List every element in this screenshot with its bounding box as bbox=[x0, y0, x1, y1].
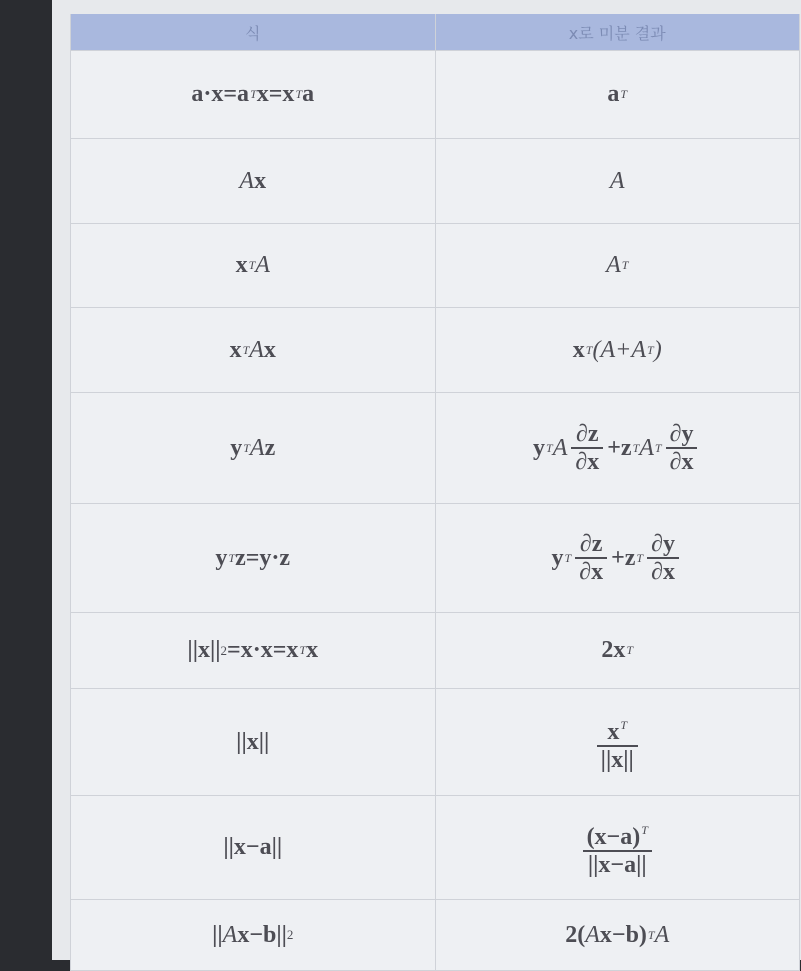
expression-cell: y T A z bbox=[230, 434, 276, 461]
table-row bbox=[71, 504, 799, 613]
result-cell: A bbox=[435, 139, 800, 223]
table-row bbox=[71, 689, 799, 796]
partial-fraction: $\frac{\partial y}{\partial x}$ bbox=[647, 531, 679, 585]
result-cell bbox=[435, 796, 800, 899]
table-row bbox=[71, 796, 799, 900]
expression-cell: A x bbox=[239, 167, 267, 194]
norm-fraction: $\frac{x^T}{||x||}$ bbox=[597, 712, 638, 773]
table-row bbox=[71, 139, 799, 224]
result-cell: A T bbox=[435, 224, 800, 307]
expression-cell: || A x−b|| 2 bbox=[212, 921, 294, 948]
result-cell: 2x T bbox=[435, 613, 800, 688]
expression-cell: y T z=y·z bbox=[215, 544, 291, 571]
result-cell bbox=[435, 689, 800, 795]
expression-cell: ||x|| 2 =x·x=x T x bbox=[187, 637, 319, 663]
derivative-table bbox=[70, 14, 800, 971]
table-row bbox=[71, 224, 799, 308]
expression-cell: x T A bbox=[235, 252, 270, 278]
norm-fraction: $\frac{(x-a)^T}{||x-a||}$ bbox=[583, 817, 652, 878]
partial-fraction: $\frac{\partial y}{\partial x}$ bbox=[666, 421, 698, 475]
partial-fraction: $\frac{\partial z}{\partial x}$ bbox=[575, 531, 607, 585]
document-page bbox=[52, 0, 801, 960]
table-row bbox=[71, 900, 799, 971]
table-row bbox=[71, 393, 799, 504]
header-derivative: x로 미분 결과 bbox=[435, 14, 800, 50]
result-cell: y T $\frac{\partial z}{\partial x}$ +z T $\frac{\partial y}{\partial x}$ bbox=[435, 504, 800, 612]
result-cell: x T (A+A T ) bbox=[435, 308, 800, 392]
result-cell: a T bbox=[435, 51, 800, 138]
partial-fraction: $\frac{\partial z}{\partial x}$ bbox=[571, 421, 603, 475]
expression-cell: a·x=a T x=x T a bbox=[191, 81, 315, 107]
expression-cell: ||x|| bbox=[236, 728, 270, 755]
table-row bbox=[71, 308, 799, 393]
table-row bbox=[71, 51, 799, 139]
table-row bbox=[71, 613, 799, 689]
header-expression: 식 bbox=[245, 23, 261, 43]
result-cell: y T A $\frac{\partial z}{\partial x}$ +z T A T $\frac{\partial y}{\partial x}$ bbox=[435, 393, 800, 503]
result-cell: 2( A x−b) T A bbox=[435, 900, 800, 970]
expression-cell: ||x−a|| bbox=[223, 834, 283, 860]
expression-cell: x T A x bbox=[229, 336, 276, 363]
table-header bbox=[71, 14, 799, 51]
